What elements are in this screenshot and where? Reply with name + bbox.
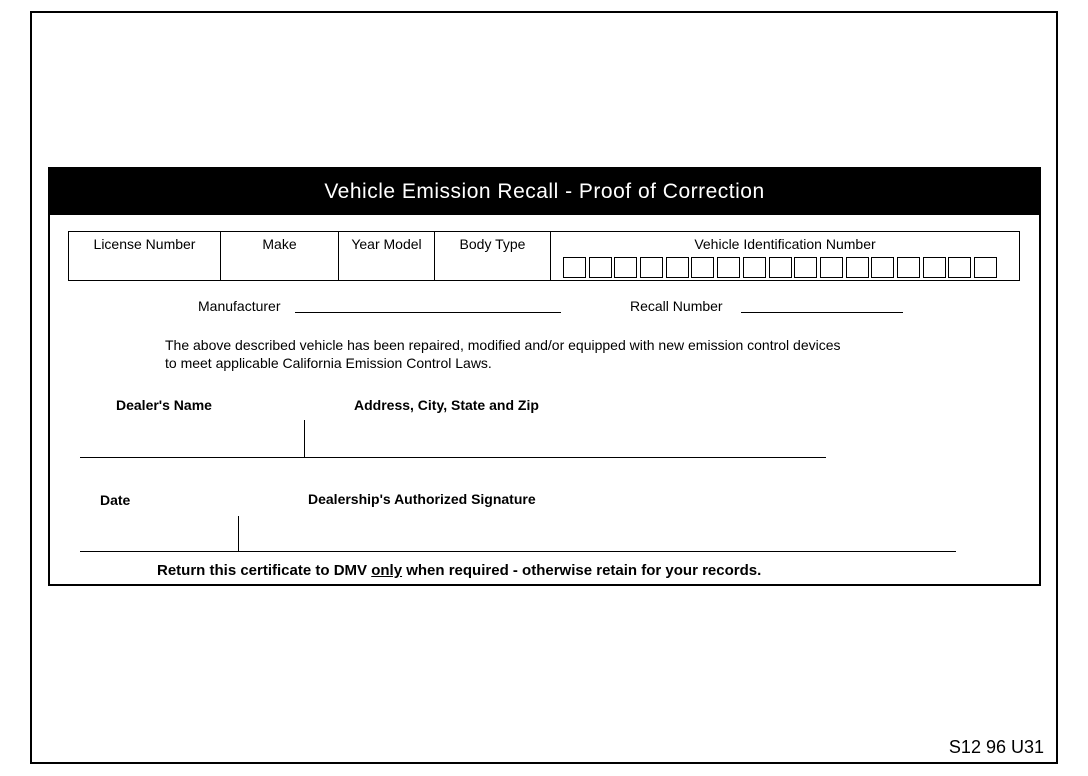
vin-digit-box[interactable]: [794, 257, 817, 278]
vin-digit-box[interactable]: [666, 257, 689, 278]
vin-digit-box[interactable]: [691, 257, 714, 278]
vin-digit-box[interactable]: [846, 257, 869, 278]
vin-digit-box[interactable]: [974, 257, 997, 278]
body-type-header: Body Type: [435, 232, 551, 280]
dealer-name-label: Dealer's Name: [116, 397, 212, 413]
statement-line-1: The above described vehicle has been repaired, modified and/or equipped with new emission control devices: [165, 337, 841, 353]
statement-line-2: to meet applicable California Emission Control Laws.: [165, 355, 492, 371]
vin-digit-box[interactable]: [897, 257, 920, 278]
recall-number-label: Recall Number: [630, 298, 723, 314]
vin-digit-box[interactable]: [871, 257, 894, 278]
vin-header: Vehicle Identification Number: [694, 236, 876, 252]
vin-digit-box[interactable]: [589, 257, 612, 278]
figure-code: S12 96 U31: [948, 737, 1044, 757]
year-model-header: Year Model: [339, 232, 435, 280]
vin-digit-box[interactable]: [769, 257, 792, 278]
vin-digit-box[interactable]: [923, 257, 946, 278]
return-instruction-end: when required - otherwise retain for your records.: [402, 562, 762, 579]
certification-statement: [165, 336, 955, 372]
dealer-divider: [304, 420, 305, 458]
address-label: Address, City, State and Zip: [354, 397, 539, 413]
recall-number-line[interactable]: [741, 312, 903, 313]
signature-label: Dealership's Authorized Signature: [308, 491, 536, 507]
dealer-address-line[interactable]: [80, 457, 826, 458]
return-instruction-emphasis: only: [371, 562, 403, 579]
vin-digit-box[interactable]: [640, 257, 663, 278]
vin-digit-box[interactable]: [717, 257, 740, 278]
certificate-form: [48, 167, 1041, 586]
return-instruction-start: Return this certificate to DMV: [157, 562, 372, 579]
make-header: Make: [221, 232, 339, 280]
vin-boxes: [563, 257, 1000, 278]
vin-digit-box[interactable]: [614, 257, 637, 278]
vin-cell: [551, 232, 1019, 280]
vehicle-info-table: [68, 231, 1020, 281]
form-title: Vehicle Emission Recall - Proof of Correction: [50, 169, 1039, 215]
vin-digit-box[interactable]: [820, 257, 843, 278]
vin-digit-box[interactable]: [948, 257, 971, 278]
manufacturer-line[interactable]: [295, 312, 561, 313]
manufacturer-label: Manufacturer: [198, 298, 281, 314]
vin-digit-box[interactable]: [743, 257, 766, 278]
date-signature-line[interactable]: [80, 551, 956, 552]
license-number-header: License Number: [69, 232, 221, 280]
date-divider: [238, 516, 239, 552]
date-label: Date: [100, 492, 131, 508]
return-instruction: [157, 562, 761, 579]
vin-digit-box[interactable]: [563, 257, 586, 278]
